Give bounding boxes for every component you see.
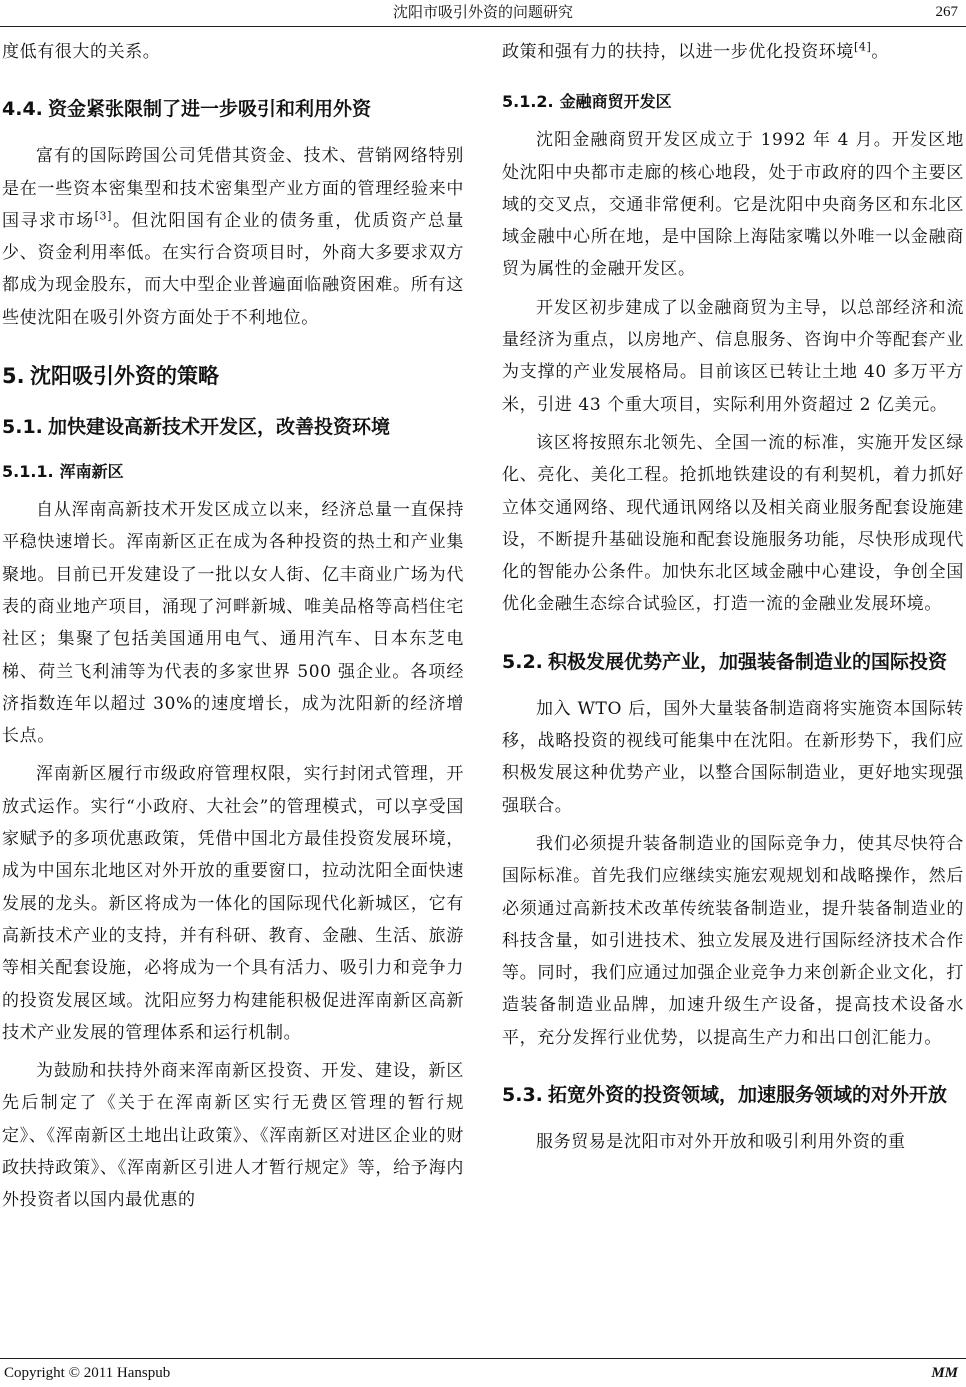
section-title: 沈阳吸引外资的策略 [30, 364, 219, 389]
section-number: 5.1. [2, 416, 43, 439]
section-heading-5-3 [502, 1080, 964, 1110]
paragraph: 加入 WTO 后，国外大量装备制造商将实施资本国际转移，战略投资的视线可能集中在沈阳。在新形势下，我们应积极发展这种优势产业，以整合国际制造业，更好地实现强强联合。 [502, 698, 964, 816]
section-title: 浑南新区 [59, 462, 124, 482]
right-column [502, 36, 964, 1164]
section-number: 5.1.2. [502, 92, 554, 112]
section-heading-5-2 [502, 647, 964, 677]
section-title: 加快建设高新技术开发区，改善投资环境 [48, 416, 391, 439]
section-title: 拓宽外资的投资领域，加速服务领域的对外开放 [548, 1084, 948, 1107]
paragraph: 我们必须提升装备制造业的国际竞争力，使其尽快符合国际标准。首先我们应继续实施宏观规划和战略操作，然后必须通过高新技术改革传统装备制造业，提升装备制造业的科技含量，如引进技术、独立发展及进行国际经济技术合作等。同时，我们应通过加强企业竞争力来创新企业文化，打造装备制造业品牌，加速升级生产设备，提高技术设备水平，充分发挥行业优势，以提高生产力和出口创汇能力。 [502, 833, 964, 1048]
section-heading-5 [2, 360, 464, 392]
paragraph: 沈阳金融商贸开发区成立于 1992 年 4 月。开发区地处沈阳中央都市走廊的核心地段，处于市政府的四个主要区域的交叉点，交通非常便利。它是沈阳中央商务区和东北区域金融中心所在地，是中国除上海陆家嘴以外唯一以金融商贸为属性的金融开发区。 [502, 130, 964, 280]
subsection-heading-5-1-2 [502, 88, 964, 116]
paragraph-continued [502, 36, 964, 68]
section-title: 积极发展优势产业，加强装备制造业的国际投资 [548, 650, 948, 673]
running-title: 沈阳市吸引外资的问题研究 [392, 3, 573, 21]
page-footer [0, 1358, 966, 1387]
paragraph-text: 。但沈阳国有企业的债务重，优质资产总量少、资金利用率低。在实行合资项目时，外商大多要求双方都成为现金股东，而大中型企业普遍面临融资困难。所有这些使沈阳在吸引外资方面处于不利地位。 [2, 210, 465, 328]
citation-ref: [4] [854, 40, 872, 54]
section-number: 5. [2, 364, 25, 389]
paragraph-text: 富有的国际跨国公司凭借其资金、技术、营销网络特别是在一些资本密集型和技术密集型产业方面的管理经验来中国寻求市场 [2, 146, 464, 231]
journal-abbreviation: MM [931, 1365, 958, 1381]
section-number: 5.2. [502, 650, 543, 673]
section-heading-4-4 [2, 94, 464, 124]
paragraph: 浑南新区履行市级政府管理权限，实行封闭式管理，开放式运作。实行“小政府、大社会”的管理模式，可以享受国家赋予的多项优惠政策，凭借中国北方最佳投资发展环境，成为中国东北地区对外开放的重要窗口，拉动沈阳全面快速发展的龙头。新区将成为一体化的国际现代化新城区，它有高新技术产业的支持，并有科研、教育、金融、生活、旅游等相关配套设施，必将成为一个具有活力、吸引力和竞争力的投资发展区域。沈阳应努力构建能积极促进浑南新区高新技术产业发展的管理体系和运行机制。 [2, 764, 464, 1043]
paragraph-text: 政策和强有力的扶持，以进一步优化投资环境 [502, 42, 854, 62]
section-heading-5-1 [2, 412, 464, 442]
paragraph: 开发区初步建成了以金融商贸为主导，以总部经济和流量经济为重点，以房地产、信息服务、咨询中介等配套产业为支撑的产业发展格局。目前该区已转让土地 40 多万平方米，引进 43 个重大项目，实际利用外资超过 2 亿美元。 [502, 297, 964, 415]
paragraph: 该区将按照东北领先、全国一流的标准，实施开发区绿化、亮化、美化工程。抢抓地铁建设的有利契机，着力抓好立体交通网络、现代通讯网络以及相关商业服务配套设施建设，不断提升基础设施和配套设施服务功能，尽快形成现代化的智能办公条件。加快东北区域金融中心建设，争创全国优化金融生态综合试验区，打造一流的金融业发展环境。 [502, 432, 964, 615]
paragraph: 为鼓励和扶持外商来浑南新区投资、开发、建设，新区先后制定了《关于在浑南新区实行无费区管理的暂行规定》、《浑南新区土地出让政策》、《浑南新区对进区企业的财政扶持政策》、《浑南新区引进人才暂行规定》等，给予海内外投资者以国内最优惠的 [2, 1061, 464, 1211]
section-title: 资金紧张限制了进一步吸引和利用外资 [48, 98, 372, 121]
paragraph [2, 140, 464, 334]
running-header [0, 0, 966, 27]
paragraph: 自从浑南高新技术开发区成立以来，经济总量一直保持平稳快速增长。浑南新区正在成为各种投资的热土和产业集聚地。目前已开发建设了一批以女人街、亿丰商业广场为代表的商业地产项目，涌现了河畔新城、唯美品格等高档住宅社区；集聚了包括美国通用电气、通用汽车、日本东芝电梯、荷兰飞利浦等为代表的多家世界 500 强企业。各项经济指数连年以超过 30%的速度增长，成为沈阳新的经济增长点。 [2, 500, 464, 747]
section-number: 5.3. [502, 1084, 543, 1107]
page-number: 267 [935, 4, 958, 20]
copyright-notice: Copyright © 2011 Hanspub [4, 1365, 171, 1381]
paragraph-continued: 度低有很大的关系。 [2, 42, 161, 62]
paragraph-text: 。 [871, 42, 889, 62]
citation-ref: [3] [94, 209, 113, 223]
section-number: 4.4. [2, 98, 43, 121]
section-title: 金融商贸开发区 [559, 92, 672, 112]
section-number: 5.1.1. [2, 462, 54, 482]
subsection-heading-5-1-1 [2, 458, 464, 486]
paragraph: 服务贸易是沈阳市对外开放和吸引利用外资的重 [536, 1132, 906, 1153]
left-column [2, 36, 464, 1223]
